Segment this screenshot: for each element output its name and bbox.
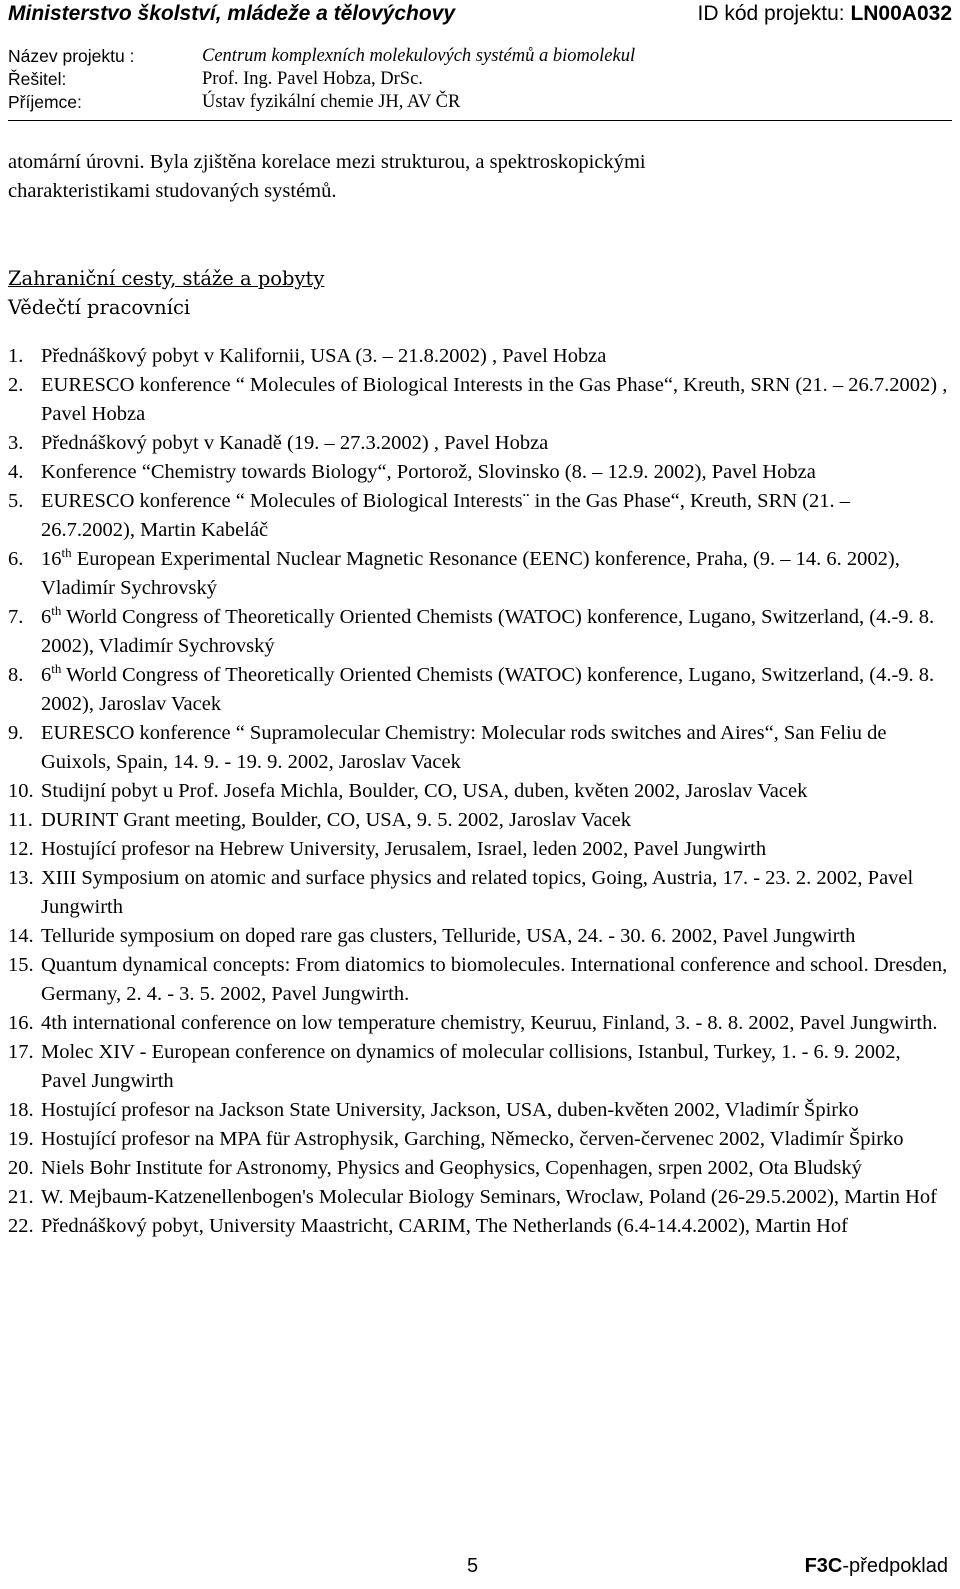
list-item-number: 5. [8, 490, 24, 512]
list-item [8, 371, 948, 429]
form-code-suffix: -předpoklad [842, 1555, 948, 1577]
list-item-number: 6. [8, 548, 24, 570]
list-item [8, 1212, 948, 1241]
list-item [8, 922, 948, 951]
investigator: Prof. Ing. Pavel Hobza, DrSc. [202, 69, 423, 89]
list-item-text: XIII Symposium on atomic and surface physics and related topics, Going, Austria, 17. - 23. 2. 2002, Pavel Jungwirth [41, 867, 914, 918]
list-item-text: 4th international conference on low temperature chemistry, Keuruu, Finland, 3. - 8. 8. 2002, Pavel Jungwirth. [41, 1012, 938, 1034]
list-item [8, 661, 948, 719]
list-item-ordinal-suffix: th [61, 545, 72, 561]
list-item-number: 14. [8, 925, 34, 947]
list-item [8, 864, 948, 922]
section-subheading: Vědečtí pracovníci [8, 296, 191, 319]
list-item-ordinal: 16 [41, 548, 62, 570]
list-item-number: 19. [8, 1128, 34, 1150]
list-item [8, 1096, 948, 1125]
list-item-text: Hostující profesor na Jackson State University, Jackson, USA, duben-květen 2002, Vladimír Špirko [41, 1099, 859, 1121]
list-item-text: Konference “Chemistry towards Biology“, Portorož, Slovinsko (8. – 12.9. 2002), Pavel Hobza [41, 461, 816, 483]
list-item-text: Studijní pobyt u Prof. Josefa Michla, Boulder, CO, USA, duben, květen 2002, Jaroslav Vacek [41, 780, 808, 802]
list-item-text: World Congress of Theoretically Oriented Chemists (WATOC) konference, Lugano, Switzerland, (4.-9. 8. 2002), Vladimír Sychrovský [41, 606, 935, 657]
recipient-label: Příjemce: [8, 92, 82, 112]
intro-line: charakteristikami studovaných systémů. [8, 180, 337, 202]
list-item-text: Quantum dynamical concepts: From diatomics to biomolecules. International conference and school. Dresden, Germany, 2. 4. - 3. 5. 2002, Pavel Jungwirth. [41, 954, 948, 1005]
list-item [8, 806, 948, 835]
list-item [8, 487, 948, 545]
list-item-text: DURINT Grant meeting, Boulder, CO, USA, 9. 5. 2002, Jaroslav Vacek [41, 809, 631, 831]
list-item-number: 13. [8, 867, 34, 889]
list-item [8, 429, 948, 458]
list-item [8, 1125, 948, 1154]
list-item-ordinal-suffix: th [51, 661, 62, 677]
project-id [698, 2, 952, 26]
list-item-number: 18. [8, 1099, 34, 1121]
list-item-number: 2. [8, 374, 24, 396]
list-item-text: Přednáškový pobyt, University Maastricht, CARIM, The Netherlands (6.4-14.4.2002), Martin Hof [41, 1215, 848, 1237]
list-item-ordinal-suffix: th [51, 603, 62, 619]
list-item-text: EURESCO konference “ Molecules of Biological Interests¨ in the Gas Phase“, Kreuth, SRN (21. – 26.7.2002), Martin Kabeláč [41, 490, 850, 541]
list-item [8, 1154, 948, 1183]
project-id-label: ID kód projektu: [697, 2, 845, 25]
list-item-text: Přednáškový pobyt v Kanadě (19. – 27.3.2002) , Pavel Hobza [41, 432, 549, 454]
list-item-ordinal: 6 [41, 664, 52, 686]
list-item-text: Molec XIV - European conference on dynamics of molecular collisions, Istanbul, Turkey, 1. - 6. 9. 2002, Pavel Jungwirth [41, 1041, 901, 1092]
list-item-number: 1. [8, 345, 24, 367]
list-item-text: EURESCO konference “ Supramolecular Chemistry: Molecular rods switches and Aires“, San Feliu de Guixols, Spain, 14. 9. - 19. 9. 2002, Jaroslav Vacek [41, 722, 887, 773]
project-id-value: LN00A032 [850, 2, 952, 25]
document-body [8, 148, 948, 1241]
project-name-label: Název projektu : [8, 46, 135, 66]
list-item-number: 8. [8, 664, 24, 686]
list-item [8, 951, 948, 1009]
form-code-bold: F3C [804, 1555, 843, 1577]
list-item-number: 9. [8, 722, 24, 744]
intro-paragraph [8, 148, 948, 206]
list-item-text: Hostující profesor na MPA für Astrophysik, Garching, Německo, červen-červenec 2002, Vladimír Špirko [41, 1128, 904, 1150]
trips-list [8, 342, 948, 1241]
list-item [8, 342, 948, 371]
list-item [8, 1183, 948, 1212]
list-item-text: EURESCO konference “ Molecules of Biological Interests in the Gas Phase“, Kreuth, SRN (21. – 26.7.2002) , Pavel Hobza [41, 374, 948, 425]
ministry-name: Ministerstvo školství, mládeže a tělovýchovy [8, 2, 456, 25]
list-item-number: 20. [8, 1157, 34, 1179]
list-item [8, 458, 948, 487]
list-item-text: Telluride symposium on doped rare gas clusters, Telluride, USA, 24. - 30. 6. 2002, Pavel Jungwirth [41, 925, 856, 947]
page-header [8, 2, 952, 28]
header-divider [8, 120, 952, 121]
form-code [805, 1555, 948, 1578]
list-item [8, 719, 948, 777]
list-item-number: 16. [8, 1012, 34, 1034]
list-item-text: W. Mejbaum-Katzenellenbogen's Molecular Biology Seminars, Wroclaw, Poland (26-29.5.2002), Martin Hof [41, 1186, 937, 1208]
list-item [8, 835, 948, 864]
list-item-number: 21. [8, 1186, 34, 1208]
list-item-number: 11. [8, 809, 33, 831]
list-item [8, 777, 948, 806]
list-item [8, 545, 948, 603]
list-item [8, 1038, 948, 1096]
list-item-number: 12. [8, 838, 34, 860]
list-item [8, 603, 948, 661]
list-item-number: 10. [8, 780, 34, 802]
list-item-text: Niels Bohr Institute for Astronomy, Physics and Geophysics, Copenhagen, srpen 2002, Ota Bludský [41, 1157, 862, 1179]
intro-line: atomární úrovni. Byla zjištěna korelace mezi strukturou, a spektroskopickými [8, 151, 646, 173]
investigator-label: Řešitel: [8, 69, 67, 89]
list-item-text: Přednáškový pobyt v Kalifornii, USA (3. – 21.8.2002) , Pavel Hobza [41, 345, 607, 367]
list-item-number: 7. [8, 606, 24, 628]
list-item-number: 22. [8, 1215, 34, 1237]
list-item [8, 1009, 948, 1038]
list-item-number: 15. [8, 954, 34, 976]
list-item-text: Hostující profesor na Hebrew University, Jerusalem, Israel, leden 2002, Pavel Jungwirth [41, 838, 767, 860]
recipient: Ústav fyzikální chemie JH, AV ČR [202, 92, 461, 112]
list-item-text: European Experimental Nuclear Magnetic Resonance (EENC) konference, Praha, (9. – 14. 6. 2002), Vladimír Sychrovský [41, 548, 900, 599]
page-number: 5 [467, 1555, 479, 1577]
list-item-number: 4. [8, 461, 24, 483]
list-item-number: 17. [8, 1041, 34, 1063]
page-footer [0, 1555, 960, 1583]
section-heading: Zahraniční cesty, stáže a pobyty [8, 267, 325, 290]
project-name: Centrum komplexních molekulových systémů a biomolekul [202, 46, 636, 66]
list-item-text: World Congress of Theoretically Oriented Chemists (WATOC) konference, Lugano, Switzerland, (4.-9. 8. 2002), Jaroslav Vacek [41, 664, 935, 715]
list-item-number: 3. [8, 432, 24, 454]
list-item-ordinal: 6 [41, 606, 52, 628]
